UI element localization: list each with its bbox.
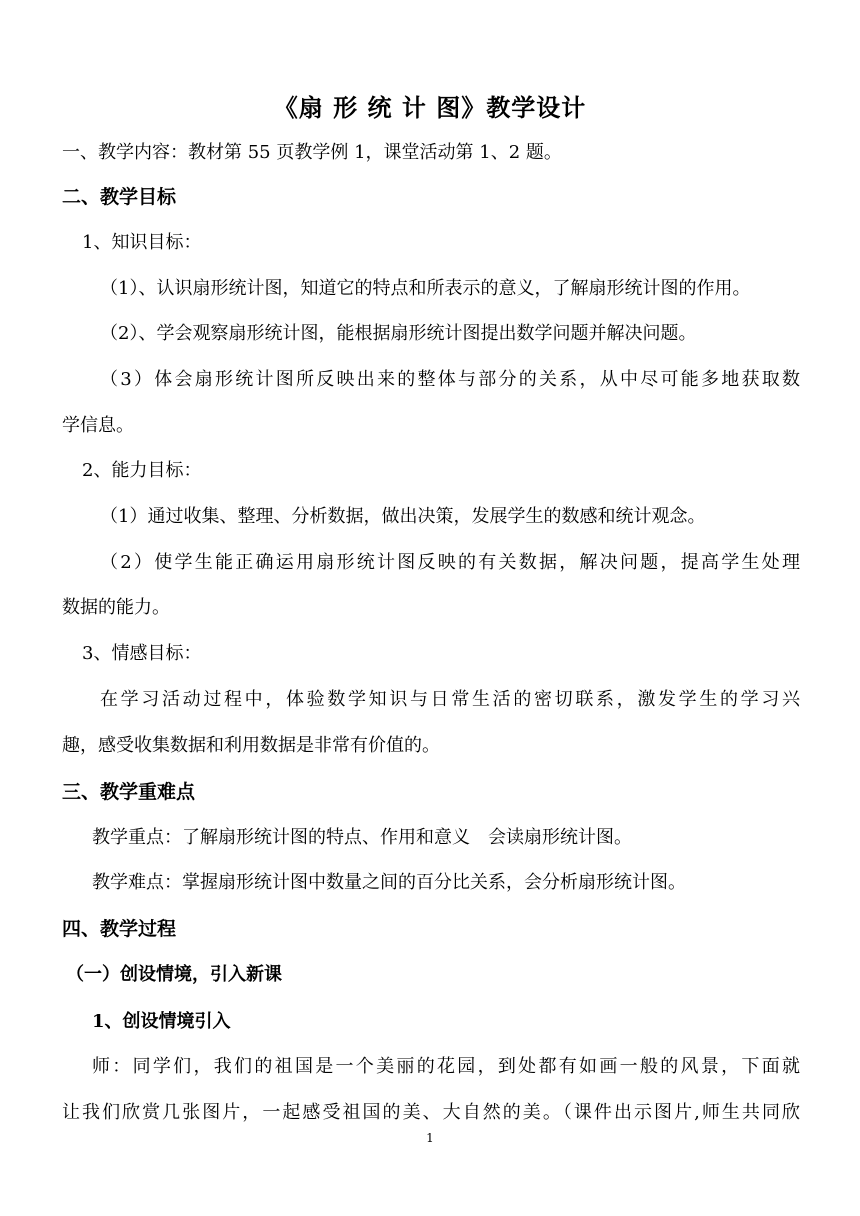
key-point-text: 教学重点：了解扇形统计图的特点、作用和意义 会读扇形统计图。	[92, 827, 632, 848]
paragraph-1-line1: 师：同学们，我们的祖国是一个美丽的花园，到处都有如画一般的风景，下面就	[92, 1056, 800, 1077]
teaching-content-line: 一、教学内容：教材第 55 页教学例 1，课堂活动第 1、2 题。	[62, 142, 562, 163]
difficult-point-text: 教学难点：掌握扇形统计图中数量之间的百分比关系，会分析扇形统计图。	[92, 872, 686, 893]
page-number: 1	[426, 1131, 434, 1145]
ability-goal-2-line1: （2）使学生能正确运用扇形统计图反映的有关数据，解决问题，提高学生处理	[100, 552, 800, 573]
process-heading: 四、教学过程	[62, 918, 177, 940]
emotion-goal-line1: 在学习活动过程中，体验数学知识与日常生活的密切联系，激发学生的学习兴	[100, 689, 800, 710]
knowledge-goal-3-line1: （3）体会扇形统计图所反映出来的整体与部分的关系，从中尽可能多地获取数	[100, 369, 800, 390]
ability-goal-2-line2: 数据的能力。	[62, 597, 170, 618]
ability-goal-heading: 2、能力目标：	[82, 460, 202, 481]
knowledge-goal-1: （1）、认识扇形统计图，知道它的特点和所表示的意义，了解扇形统计图的作用。	[100, 278, 751, 299]
goals-heading: 二、教学目标	[62, 186, 177, 208]
paragraph-1-line2: 让我们欣赏几张图片，一起感受祖国的美、大自然的美。（课件出示图片,师生共同欣	[62, 1102, 800, 1123]
document-title: 《扇 形 统 计 图》教学设计	[273, 93, 587, 122]
key-points-heading: 三、教学重难点	[62, 781, 196, 803]
knowledge-goal-2: （2）、学会观察扇形统计图，能根据扇形统计图提出数学问题并解决问题。	[100, 323, 697, 344]
knowledge-goal-3-line2: 学信息。	[62, 415, 134, 436]
ability-goal-1: （1）通过收集、整理、分析数据，做出决策，发展学生的数感和统计观念。	[100, 506, 706, 527]
subsection-1-heading: 1、创设情境引入	[92, 1011, 231, 1032]
emotion-goal-line2: 趣，感受收集数据和利用数据是非常有价值的。	[62, 735, 440, 756]
emotion-goal-heading: 3、情感目标：	[82, 643, 202, 664]
knowledge-goal-heading: 1、知识目标：	[82, 232, 202, 253]
section-1-heading: （一）创设情境，引入新课	[66, 964, 282, 985]
